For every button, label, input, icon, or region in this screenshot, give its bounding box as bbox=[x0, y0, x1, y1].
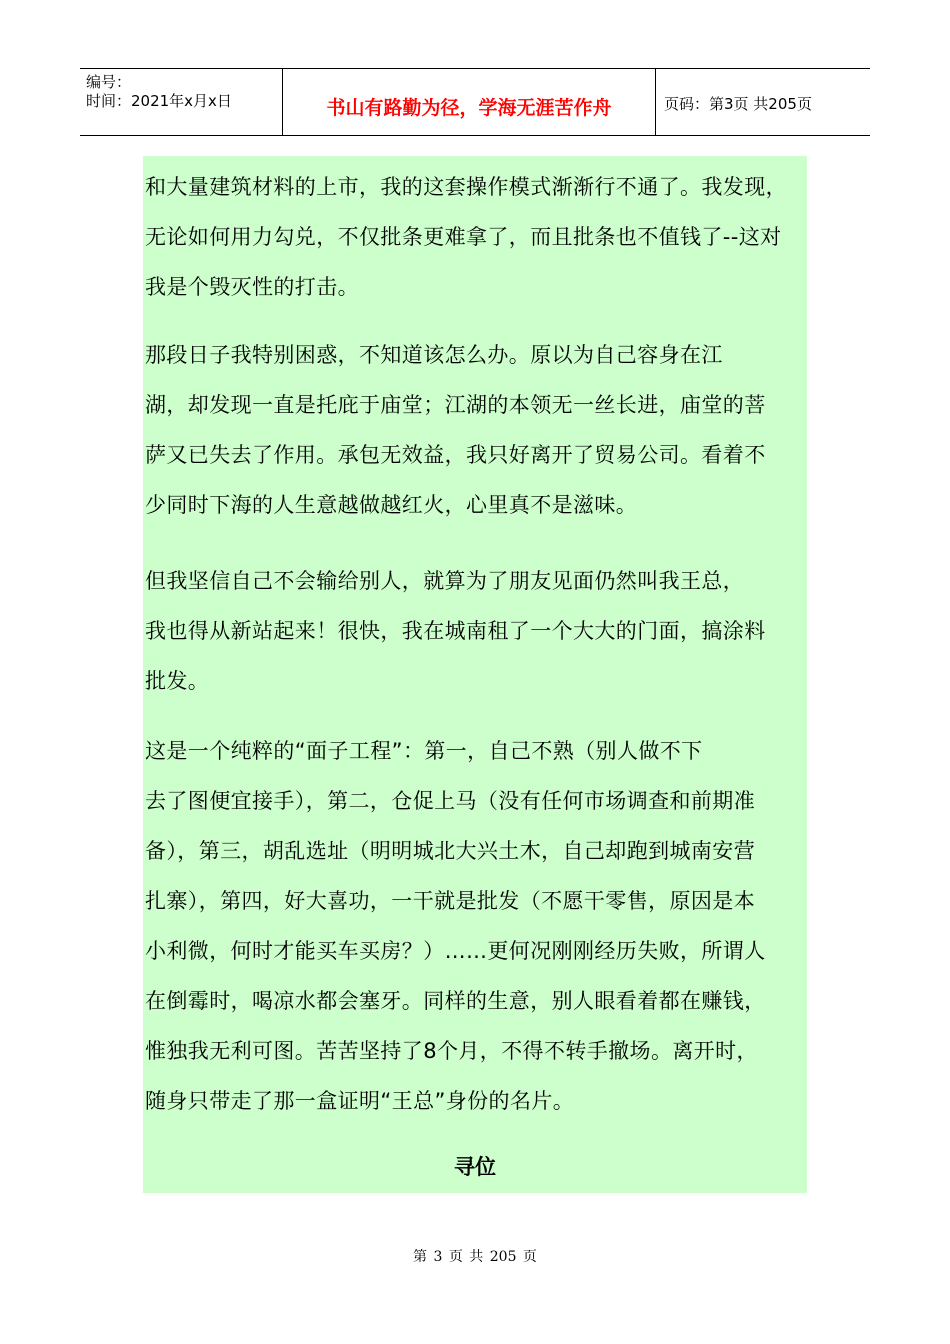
document-header bbox=[80, 68, 870, 136]
text-line: 无论如何用力勾兑，不仅批条更难拿了，而且批条也不值钱了--这对 bbox=[145, 225, 782, 249]
highlighted-body bbox=[143, 156, 807, 1193]
text-line: 备），第三，胡乱选址（明明城北大兴土木，自己却跑到城南安营 bbox=[145, 839, 756, 863]
text-line: 我也得从新站起来！很快，我在城南租了一个大大的门面，搞涂料 bbox=[145, 619, 766, 643]
header-page-info: 页码：第3页 共205页 bbox=[664, 94, 812, 113]
text-line: 但我坚信自己不会输给别人，就算为了朋友见面仍然叫我王总， bbox=[145, 569, 745, 593]
date-label: 时间：2021年x月x日 bbox=[86, 92, 232, 110]
text-line: 去了图便宜接手），第二，仓促上马（没有任何市场调查和前期准 bbox=[145, 789, 756, 813]
text-line: 扎寨），第四，好大喜功，一干就是批发（不愿干零售，原因是本 bbox=[145, 889, 756, 913]
section-heading: 寻位 bbox=[454, 1155, 496, 1179]
text-line: 那段日子我特别困惑，不知道该怎么办。原以为自己容身在江 bbox=[145, 343, 723, 367]
header-meta bbox=[80, 69, 282, 135]
text-line: 萨又已失去了作用。承包无效益，我只好离开了贸易公司。看着不 bbox=[145, 443, 766, 467]
text-line: 随身只带走了那一盒证明“王总”身份的名片。 bbox=[145, 1089, 575, 1113]
serial-label: 编号： bbox=[86, 73, 132, 91]
text-line: 湖，却发现一直是托庇于庙堂；江湖的本领无一丝长进，庙堂的菩 bbox=[145, 393, 766, 417]
text-line: 小利微，何时才能买车买房？）……更何况刚刚经历失败，所谓人 bbox=[145, 939, 766, 963]
text-line: 在倒霉时，喝凉水都会塞牙。同样的生意，别人眼看着都在赚钱， bbox=[145, 989, 766, 1013]
paragraph-4 bbox=[145, 726, 805, 1126]
paragraph-1 bbox=[145, 162, 805, 312]
header-motto: 书山有路勤为径，学海无涯苦作舟 bbox=[282, 69, 656, 135]
text-line: 我是个毁灭性的打击。 bbox=[145, 275, 359, 299]
text-line: 这是一个纯粹的“面子工程”：第一，自己不熟（别人做不下 bbox=[145, 739, 703, 763]
paragraph-3 bbox=[145, 556, 805, 706]
paragraph-2 bbox=[145, 330, 805, 530]
page-footer: 第 3 页 共 205 页 bbox=[413, 1249, 537, 1265]
text-line: 少同时下海的人生意越做越红火，心里真不是滋味。 bbox=[145, 493, 638, 517]
text-line: 批发。 bbox=[145, 669, 210, 693]
text-line: 和大量建筑材料的上市，我的这套操作模式渐渐行不通了。我发现， bbox=[145, 175, 787, 199]
text-line: 惟独我无利可图。苦苦坚持了8个月，不得不转手撤场。离开时， bbox=[145, 1039, 758, 1063]
